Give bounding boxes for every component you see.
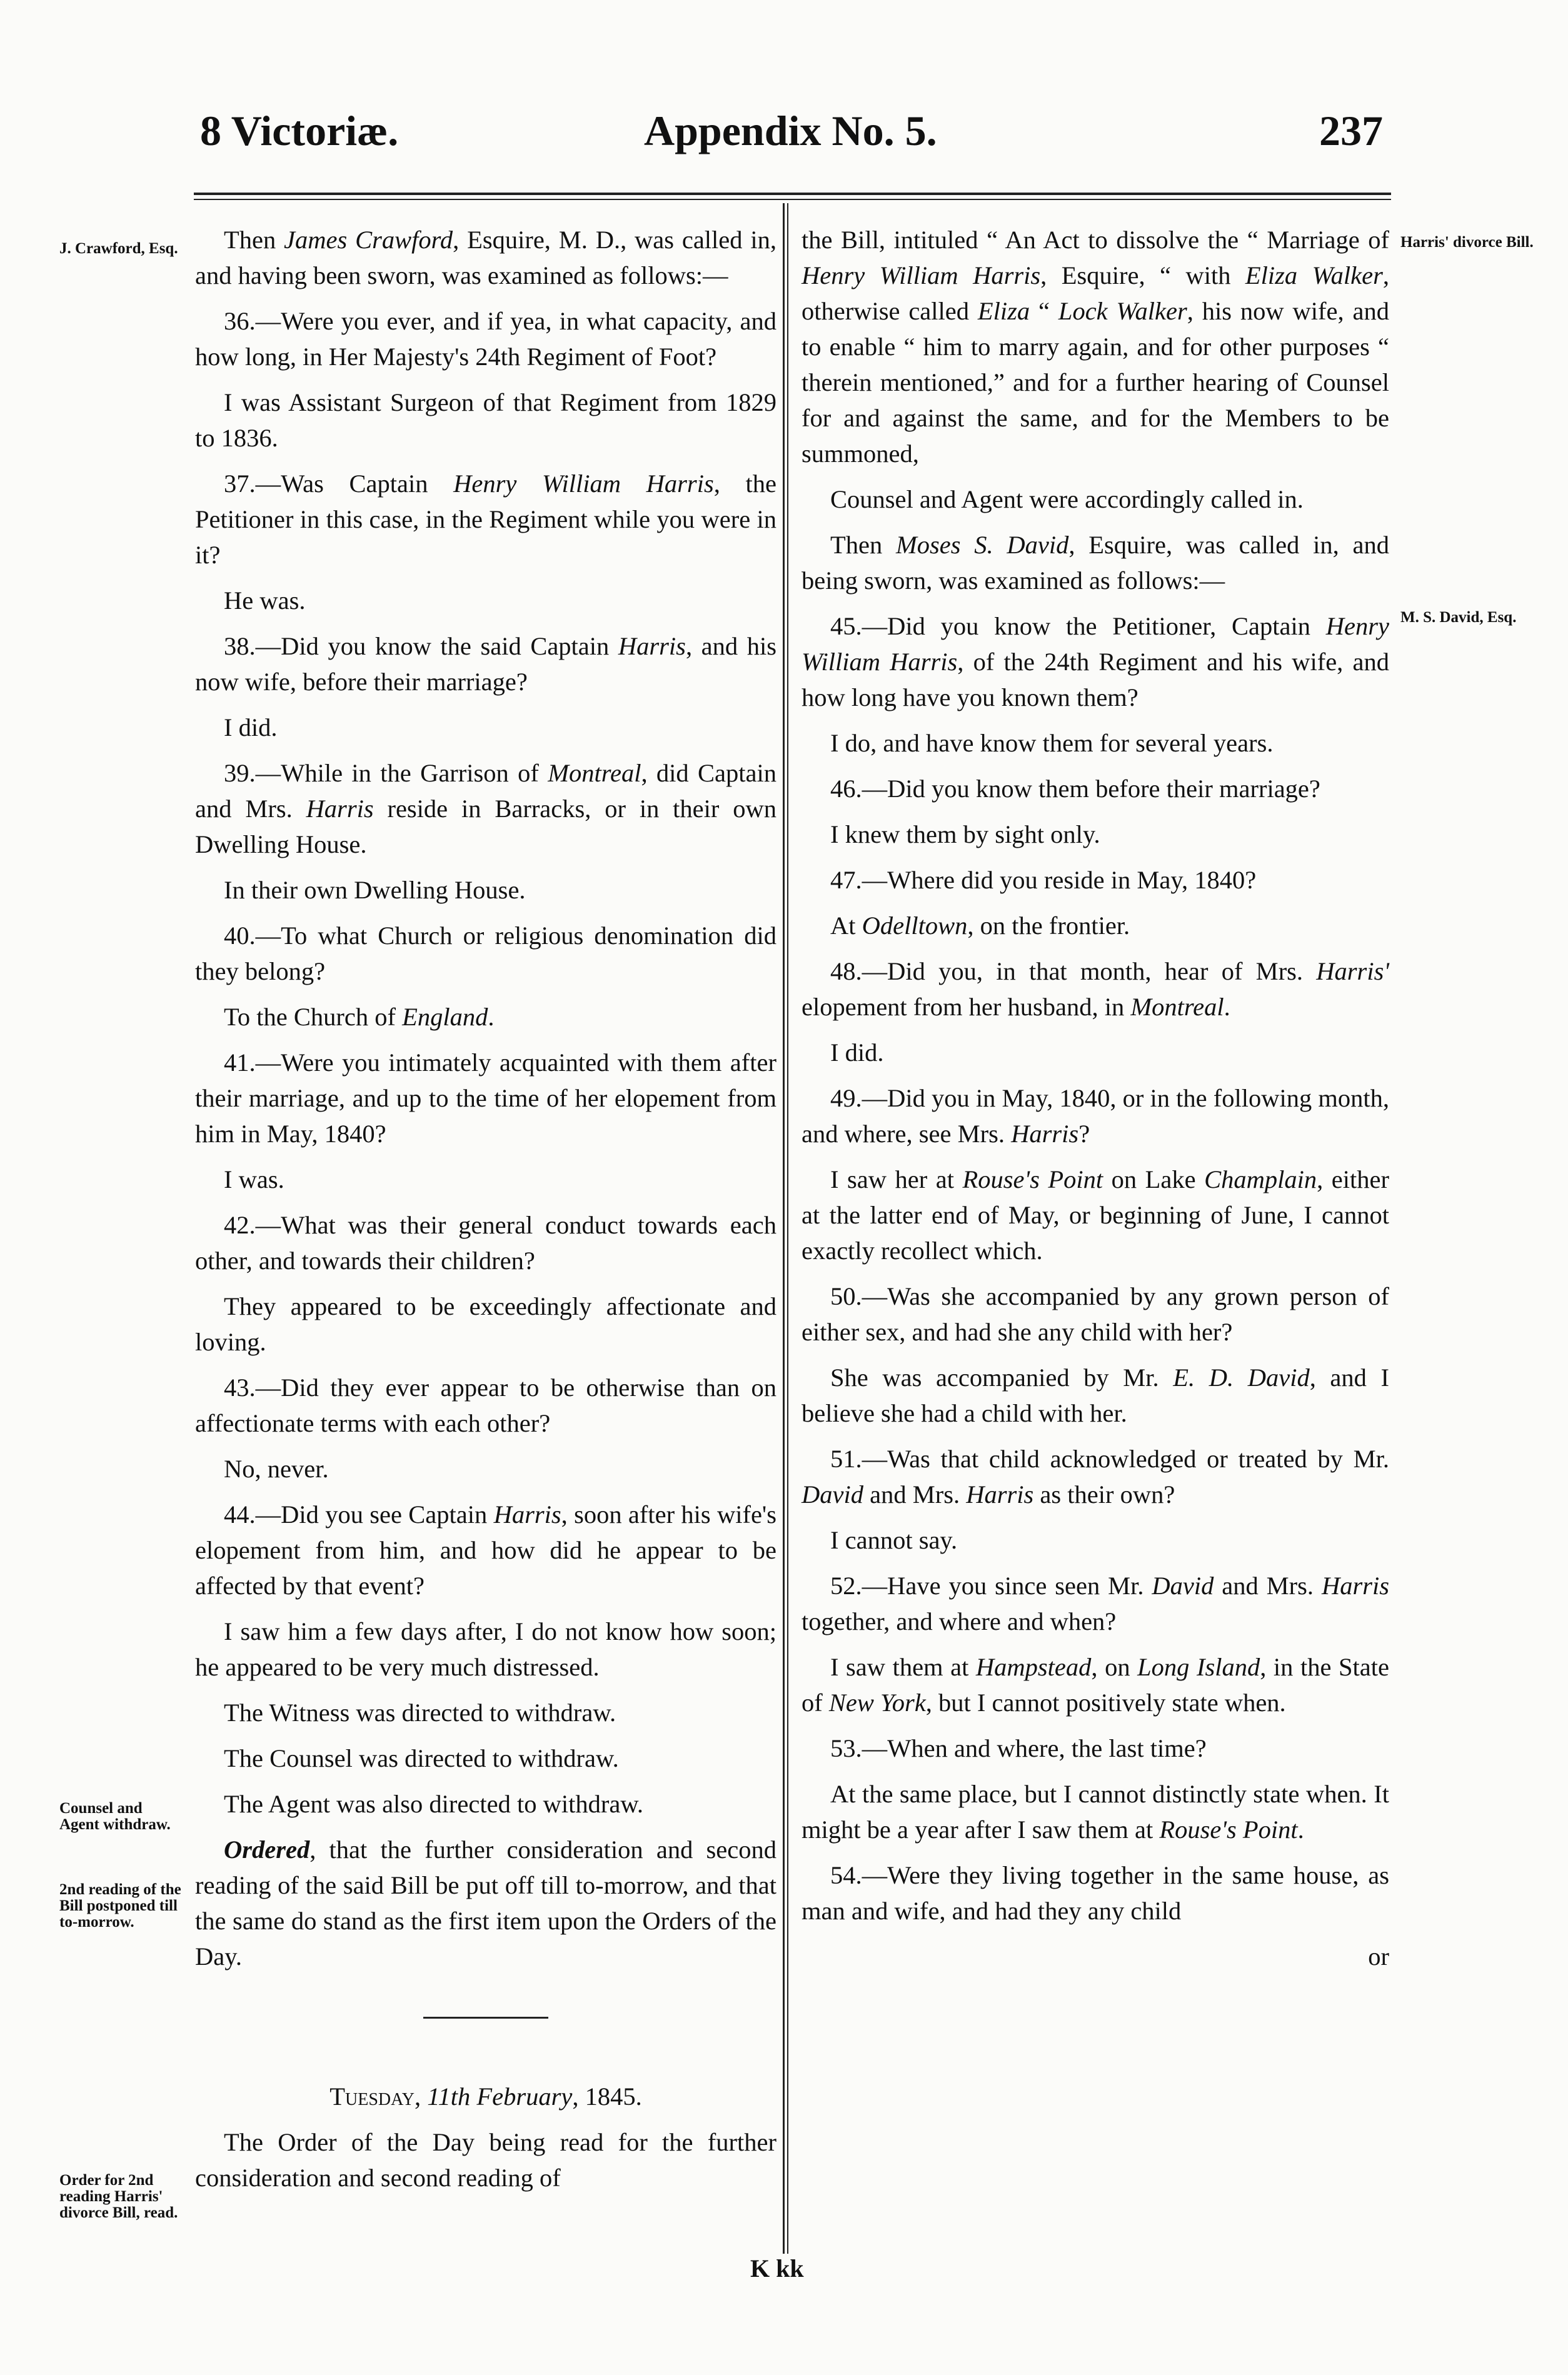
question-45: 45.—Did you know the Petitioner, Captain Henry William Harris, of the 24th Regiment and his wife, and how long have you known them? <box>802 612 1389 711</box>
answer-44: I saw him a few days after, I do not know how soon; he appeared to be very much distressed. <box>195 1617 776 1681</box>
question-54: 54.—Were they living together in the same house, as man and wife, and had they any child <box>802 1861 1389 1925</box>
margin-note-order-second-reading: Order for 2nd reading Harris' divorce Bill, read. <box>59 2172 178 2221</box>
counsel-withdraw: The Counsel was directed to withdraw. <box>224 1744 619 1772</box>
counsel-called: Counsel and Agent were accordingly called in. <box>830 485 1304 513</box>
question-47: 47.—Where did you reside in May, 1840? <box>830 866 1257 894</box>
section-rule <box>423 2017 548 2019</box>
question-39: 39.—While in the Garrison of Montreal, did Captain and Mrs. Harris reside in Barracks, or in their own Dwelling House. <box>195 759 776 858</box>
question-51: 51.—Was that child acknowledged or treated by Mr. David and Mrs. Harris as their own? <box>802 1445 1389 1509</box>
bill-title: the Bill, intituled “ An Act to dissolve the “ Marriage of Henry William Harris, Esquire, “ with Eliza Walker, otherwise called Eliza “ Lock Walker, his now wife, and to enable “ him to marry again, and for other purposes “ therein mentioned,” and for a further hearing of Counsel for and against the same, and for the Members to be summoned, <box>802 226 1389 468</box>
question-49: 49.—Did you in May, 1840, or in the following month, and where, see Mrs. Harris? <box>802 1084 1389 1148</box>
question-38: 38.—Did you know the said Captain Harris, and his now wife, before their marriage? <box>195 632 776 696</box>
order-of-day: The Order of the Day being read for the further consideration and second reading of <box>195 2128 776 2192</box>
question-41: 41.—Were you intimately acquainted with them after their marriage, and up to the time of her elopement from him in May, 1840? <box>195 1048 776 1148</box>
question-42: 42.—What was their general conduct towards each other, and towards their children? <box>195 1211 776 1275</box>
running-head-left: 8 Victoriæ. <box>200 107 399 154</box>
question-53: 53.—When and where, the last time? <box>830 1734 1207 1762</box>
question-46: 46.—Did you know them before their marriage? <box>830 775 1320 803</box>
answer-47: At Odelltown, on the frontier. <box>830 911 1130 940</box>
date-heading: Tuesday, 11th February, 1845. <box>329 2082 642 2111</box>
agent-withdraw: The Agent was also directed to withdraw. <box>224 1790 644 1818</box>
question-48: 48.—Did you, in that month, hear of Mrs. Harris' elopement from her husband, in Montreal. <box>802 957 1389 1021</box>
answer-52: I saw them at Hampstead, on Long Island, in the State of New York, but I cannot positively state when. <box>802 1653 1390 1717</box>
answer-45: I do, and have know them for several years. <box>830 729 1274 757</box>
answer-48: I did. <box>830 1038 884 1067</box>
left-column <box>195 222 776 2206</box>
margin-note-divorce-bill: Harris' divorce Bill. <box>1400 234 1534 251</box>
margin-note-second-reading: 2nd reading of the Bill postponed till to-morrow. <box>59 1881 181 1931</box>
question-50: 50.—Was she accompanied by any grown person of either sex, and had she any child with her? <box>802 1282 1389 1346</box>
david-intro: Then Moses S. David, Esquire, was called in, and being sworn, was examined as follows:— <box>802 531 1390 595</box>
answer-50: She was accompanied by Mr. E. D. David, and I believe she had a child with her. <box>802 1363 1389 1427</box>
witness-withdraw: The Witness was directed to withdraw. <box>224 1699 616 1727</box>
answer-41: I was. <box>224 1165 284 1193</box>
right-column <box>802 222 1389 1974</box>
running-head-title: Appendix No. 5. <box>644 107 937 154</box>
answer-43: No, never. <box>224 1455 329 1483</box>
answer-53: At the same place, but I cannot distinctly state when. It might be a year after I saw them at Rouse's Point. <box>802 1780 1389 1844</box>
question-43: 43.—Did they ever appear to be otherwise than on affectionate terms with each other? <box>195 1373 776 1437</box>
page-number: 237 <box>1319 107 1383 154</box>
header-rule <box>194 193 1391 195</box>
column-divider <box>783 203 785 2254</box>
answer-37: He was. <box>224 586 306 615</box>
catchword: or <box>1368 1942 1389 1971</box>
signature-mark: K kk <box>750 2254 804 2282</box>
answer-46: I knew them by sight only. <box>830 820 1100 848</box>
question-36: 36.—Were you ever, and if yea, in what capacity, and how long, in Her Majesty's 24th Regiment of Foot? <box>195 307 776 371</box>
question-44: 44.—Did you see Captain Harris, soon after his wife's elopement from him, and how did he appear to be affected by that event? <box>195 1500 776 1600</box>
answer-49: I saw her at Rouse's Point on Lake Champlain, either at the latter end of May, or beginning of June, I cannot exactly recollect which. <box>802 1165 1389 1265</box>
answer-40: To the Church of England. <box>224 1003 495 1031</box>
question-37: 37.—Was Captain Henry William Harris, the Petitioner in this case, in the Regiment while you were in it? <box>195 469 776 569</box>
margin-note-crawford: J. Crawford, Esq. <box>59 240 178 257</box>
question-52: 52.—Have you since seen Mr. David and Mrs. Harris together, and where and when? <box>802 1572 1389 1635</box>
answer-42: They appeared to be exceedingly affectionate and loving. <box>195 1292 776 1356</box>
question-40: 40.—To what Church or religious denomination did they belong? <box>195 921 776 985</box>
answer-36: I was Assistant Surgeon of that Regiment from 1829 to 1836. <box>195 388 776 452</box>
margin-note-counsel-withdraw: Counsel and Agent withdraw. <box>59 1800 171 1833</box>
answer-38: I did. <box>224 713 278 741</box>
answer-51: I cannot say. <box>830 1526 958 1554</box>
order-postpone: Ordered, that the further consideration and second reading of the said Bill be put off till to-morrow, and that the same do stand as the first item upon the Orders of the Day. <box>195 1835 776 1971</box>
crawford-intro: Then James Crawford, Esquire, M. D., was called in, and having been sworn, was examined as follows:— <box>195 226 776 289</box>
margin-note-david: M. S. David, Esq. <box>1400 609 1517 626</box>
answer-39: In their own Dwelling House. <box>224 876 526 904</box>
header-rule-thin <box>194 199 1391 200</box>
column-divider-thin <box>787 203 788 2254</box>
